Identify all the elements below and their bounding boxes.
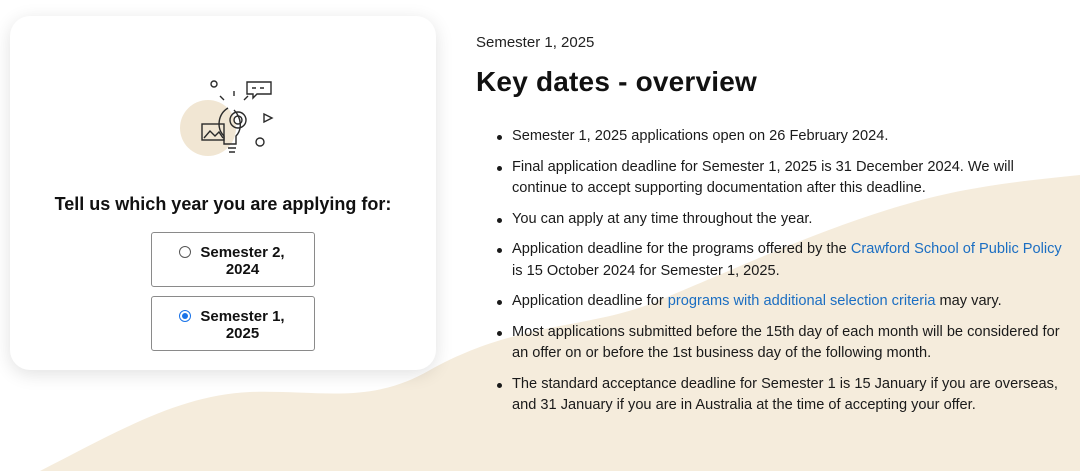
year-selector-card [10, 16, 436, 370]
item-text: Final application deadline for Semester 1, 2025 is 31 December 2024. We will continue to accept supporting documentation after this deadline. [512, 158, 1014, 196]
item-text: Most applications submitted before the 15th day of each month will be considered for an offer on or before the 1st business day of the following month. [512, 323, 1060, 361]
item-text: Semester 1, 2025 applications open on 26 February 2024. [512, 128, 889, 144]
list-item [476, 291, 1066, 313]
list-item [476, 239, 1066, 282]
item-text-before: Application deadline for the programs offered by the [512, 241, 851, 257]
semester-2-2024-radio[interactable] [179, 246, 191, 258]
item-text-after: may vary. [935, 293, 1002, 309]
lightbulb-ideas-illustration-icon [176, 78, 276, 158]
list-item [476, 157, 1066, 200]
crawford-school-link[interactable]: Crawford School of Public Policy [850, 241, 1062, 257]
year-question: Tell us which year you are applying for: [54, 194, 392, 214]
page-title: Key dates - overview [476, 66, 758, 97]
semester-2-2024-option[interactable] [151, 232, 315, 287]
item-text: You can apply at any time throughout the year. [512, 210, 813, 227]
list-item [476, 126, 1066, 148]
semester-1-2025-option[interactable] [151, 296, 315, 351]
semester-1-2025-radio[interactable] [179, 310, 191, 322]
semester-1-2025-label: Semester 1, 2025 [200, 308, 285, 342]
list-item [476, 322, 1066, 365]
key-dates-list [476, 126, 1066, 426]
section-eyebrow: Semester 1, 2025 [476, 34, 595, 51]
list-item [476, 209, 1066, 231]
item-text: The standard acceptance deadline for Semester 1 is 15 January if you are overseas, and 31 January if you are in Australia at the time of accepting your offer. [512, 375, 1058, 413]
semester-2-2024-label: Semester 2, 2024 [200, 244, 285, 278]
item-text-after: is 15 October 2024 for Semester 1, 2025. [512, 262, 780, 279]
additional-criteria-link[interactable]: programs with additional selection criteria [667, 293, 936, 309]
list-item [476, 374, 1066, 417]
item-text-before: Application deadline for [512, 293, 668, 309]
